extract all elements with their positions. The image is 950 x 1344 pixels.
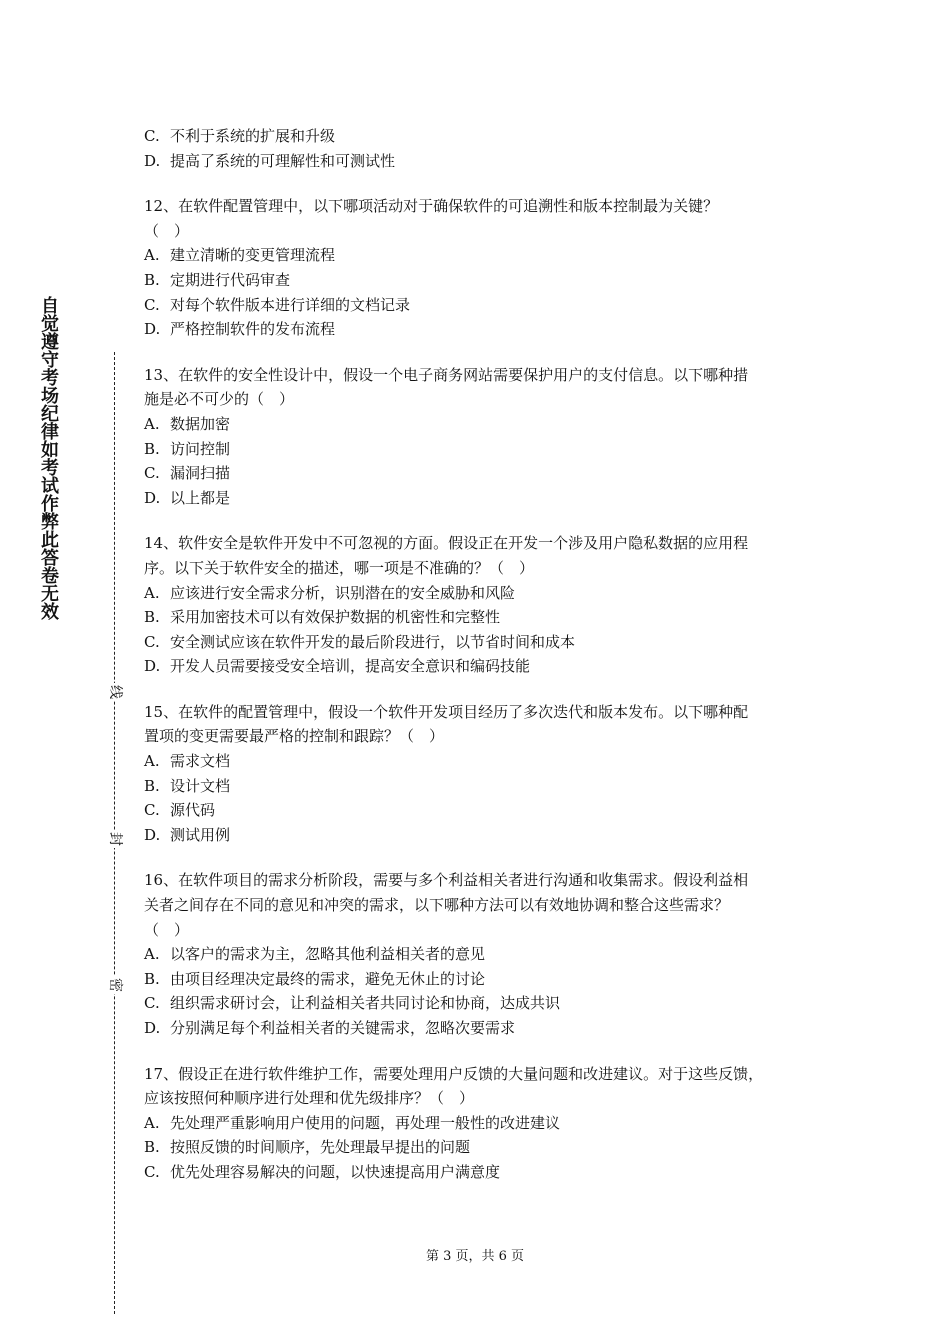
option-a: A. 需求文档 xyxy=(144,752,231,771)
option-d: D. 严格控制软件的发布流程 xyxy=(144,320,336,339)
option-a: A. 应该进行安全需求分析，识别潜在的安全威胁和风险 xyxy=(144,583,516,602)
question-text: 16、在软件项目的需求分析阶段，需要与多个利益相关者进行沟通和收集需求。假设利益相 xyxy=(144,871,749,890)
option-a: A. 建立清晰的变更管理流程 xyxy=(144,246,336,265)
page-footer: 第 3 页，共 6 页 xyxy=(425,1249,525,1264)
option-b: B. 设计文档 xyxy=(144,776,231,795)
option-b: B. 定期进行代码审查 xyxy=(144,270,291,289)
question-12 xyxy=(144,194,824,342)
question-17 xyxy=(144,1062,824,1185)
option-c: C. 组织需求研讨会，让利益相关者共同讨论和协商，达成共识 xyxy=(144,994,561,1013)
question-text: 17、假设正在进行软件维护工作，需要处理用户反馈的大量问题和改进建议。对于这些反馈， xyxy=(144,1064,764,1083)
option-d: D. 分别满足每个利益相关者的关键需求，忽略次要需求 xyxy=(144,1019,516,1037)
leading-options xyxy=(144,124,824,173)
option-b: B. 按照反馈的时间顺序，先处理最早提出的问题 xyxy=(144,1138,471,1157)
option-a: A. 数据加密 xyxy=(144,414,231,433)
option-c: C. 优先处理容易解决的问题，以快速提高用户满意度 xyxy=(144,1162,501,1181)
option-a: A. 以客户的需求为主，忽略其他利益相关者的意见 xyxy=(144,945,486,964)
question-16 xyxy=(144,868,824,1040)
option-d: D. 以上都是 xyxy=(144,488,231,507)
question-13 xyxy=(144,363,824,511)
question-text: 施是必不可少的（ ） xyxy=(144,390,295,409)
question-14 xyxy=(144,531,824,679)
seal-mark-seal: 封 xyxy=(107,832,123,846)
question-text: 14、软件安全是软件开发中不可忽视的方面。假设正在开发一个涉及用户隐私数据的应用程 xyxy=(144,534,749,553)
question-text: 序。以下关于软件安全的描述，哪一项是不准确的？（ ） xyxy=(144,558,535,577)
option-a: A. 先处理严重影响用户使用的问题，再处理一般性的改进建议 xyxy=(144,1113,561,1132)
option-d: D. 测试用例 xyxy=(144,825,231,844)
option: C. 不利于系统的扩展和升级 xyxy=(144,127,336,145)
question-text: 13、在软件的安全性设计中，假设一个电子商务网站需要保护用户的支付信息。以下哪种措 xyxy=(144,365,749,384)
option-c: C. 对每个软件版本进行详细的文档记录 xyxy=(144,295,411,314)
option-c: C. 漏洞扫描 xyxy=(144,464,231,483)
question-text: 15、在软件的配置管理中，假设一个软件开发项目经历了多次迭代和版本发布。以下哪种配 xyxy=(144,702,749,721)
question-text: （ ） xyxy=(144,920,190,939)
option-d: D. 开发人员需要接受安全培训，提高安全意识和编码技能 xyxy=(144,657,531,676)
option-b: B. 访问控制 xyxy=(144,439,231,458)
option: D. 提高了系统的可理解性和可测试性 xyxy=(144,151,396,170)
seal-mark-line: 线 xyxy=(107,685,123,699)
question-text: 12、在软件配置管理中，以下哪项活动对于确保软件的可追溯性和版本控制最为关键？ xyxy=(144,197,719,216)
question-text: 关者之间存在不同的意见和冲突的需求，以下哪种方法可以有效地协调和整合这些需求？ xyxy=(144,896,730,915)
option-b: B. 采用加密技术可以有效保护数据的机密性和完整性 xyxy=(144,608,501,627)
option-c: C. 安全测试应该在软件开发的最后阶段进行，以节省时间和成本 xyxy=(144,632,576,651)
exam-content xyxy=(144,124,824,1185)
question-text: 置项的变更需要最严格的控制和跟踪？（ ） xyxy=(144,727,445,746)
question-15 xyxy=(144,700,824,848)
seal-mark-secret: 密 xyxy=(107,978,123,992)
option-c: C. 源代码 xyxy=(144,801,216,820)
margin-warning-text: 自觉遵守考场纪律如考试作弊此答卷无效 xyxy=(38,296,59,620)
question-text: （ ） xyxy=(144,221,190,240)
option-b: B. 由项目经理决定最终的需求，避免无休止的讨论 xyxy=(144,969,486,988)
question-text: 应该按照何种顺序进行处理和优先级排序？（ ） xyxy=(144,1089,475,1108)
